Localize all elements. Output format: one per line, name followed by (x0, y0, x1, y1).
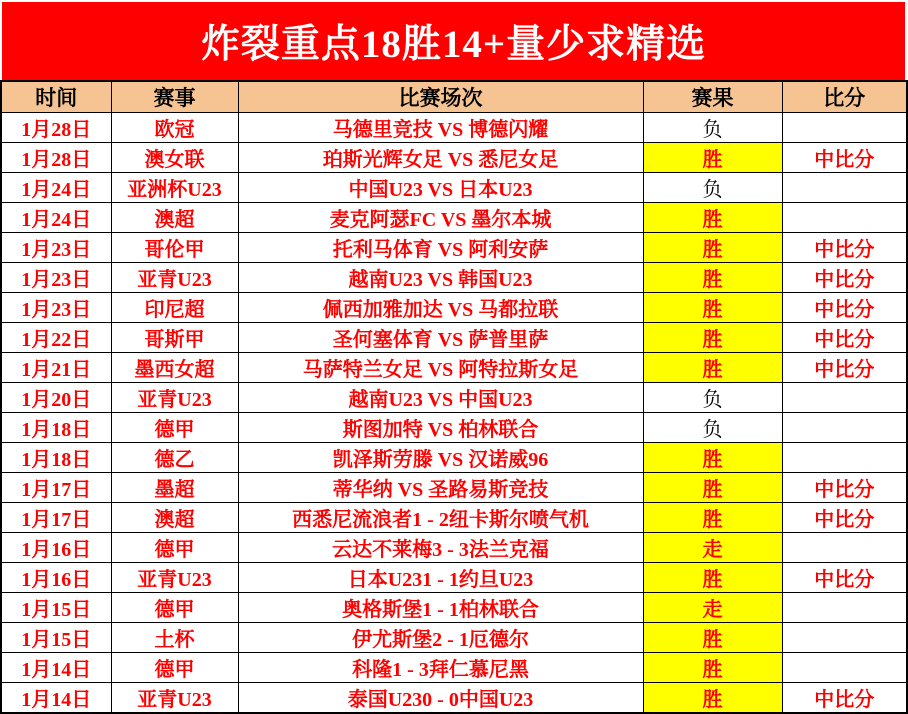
table-row (1, 353, 907, 383)
league-name: 亚洲杯U23 (111, 173, 238, 203)
league-name: 土杯 (111, 623, 238, 653)
result-badge: 胜 (643, 143, 782, 173)
score-note (782, 203, 907, 233)
match-date: 1月28日 (1, 143, 111, 173)
match-fixture: 越南U23 VS 中国U23 (238, 383, 643, 413)
result-badge: 胜 (643, 503, 782, 533)
col-header-result: 赛果 (643, 81, 782, 113)
col-header-match: 比赛场次 (238, 81, 643, 113)
table-row (1, 473, 907, 503)
match-date: 1月24日 (1, 203, 111, 233)
table-row (1, 143, 907, 173)
match-date: 1月23日 (1, 263, 111, 293)
result-badge: 走 (643, 533, 782, 563)
result-badge: 胜 (643, 473, 782, 503)
page (0, 2, 906, 711)
match-fixture: 伊尤斯堡2 - 1厄德尔 (238, 623, 643, 653)
match-fixture: 凯泽斯劳滕 VS 汉诺威96 (238, 443, 643, 473)
match-fixture: 圣何塞体育 VS 萨普里萨 (238, 323, 643, 353)
result-badge: 胜 (643, 443, 782, 473)
table-row (1, 233, 907, 263)
score-note: 中比分 (782, 293, 907, 323)
match-fixture: 科隆1 - 3拜仁慕尼黑 (238, 653, 643, 683)
score-note (782, 383, 907, 413)
score-note (782, 113, 907, 143)
result-badge: 胜 (643, 353, 782, 383)
match-date: 1月23日 (1, 293, 111, 323)
match-fixture: 泰国U230 - 0中国U23 (238, 683, 643, 714)
league-name: 印尼超 (111, 293, 238, 323)
match-fixture: 马萨特兰女足 VS 阿特拉斯女足 (238, 353, 643, 383)
match-fixture: 佩西加雅加达 VS 马都拉联 (238, 293, 643, 323)
table-row (1, 323, 907, 353)
col-header-time: 时间 (1, 81, 111, 113)
table-row (1, 383, 907, 413)
match-date: 1月28日 (1, 113, 111, 143)
score-note (782, 593, 907, 623)
score-note (782, 173, 907, 203)
score-note: 中比分 (782, 503, 907, 533)
match-date: 1月14日 (1, 653, 111, 683)
results-table (0, 80, 908, 714)
match-date: 1月21日 (1, 353, 111, 383)
match-fixture: 奥格斯堡1 - 1柏林联合 (238, 593, 643, 623)
table-row (1, 173, 907, 203)
match-fixture: 托利马体育 VS 阿利安萨 (238, 233, 643, 263)
match-date: 1月20日 (1, 383, 111, 413)
match-date: 1月17日 (1, 503, 111, 533)
score-note: 中比分 (782, 353, 907, 383)
match-fixture: 斯图加特 VS 柏林联合 (238, 413, 643, 443)
league-name: 澳女联 (111, 143, 238, 173)
league-name: 欧冠 (111, 113, 238, 143)
score-note: 中比分 (782, 473, 907, 503)
match-date: 1月14日 (1, 683, 111, 714)
league-name: 哥伦甲 (111, 233, 238, 263)
score-note: 中比分 (782, 683, 907, 714)
league-name: 亚青U23 (111, 683, 238, 714)
table-row (1, 293, 907, 323)
table-row (1, 443, 907, 473)
match-date: 1月16日 (1, 533, 111, 563)
match-date: 1月16日 (1, 563, 111, 593)
score-note: 中比分 (782, 563, 907, 593)
match-fixture: 西悉尼流浪者1 - 2纽卡斯尔喷气机 (238, 503, 643, 533)
col-header-score: 比分 (782, 81, 907, 113)
result-badge: 胜 (643, 233, 782, 263)
league-name: 德甲 (111, 653, 238, 683)
score-note (782, 623, 907, 653)
score-note: 中比分 (782, 263, 907, 293)
table-row (1, 593, 907, 623)
match-date: 1月18日 (1, 443, 111, 473)
league-name: 亚青U23 (111, 263, 238, 293)
result-badge: 胜 (643, 683, 782, 714)
league-name: 澳超 (111, 503, 238, 533)
score-note: 中比分 (782, 323, 907, 353)
result-badge: 胜 (643, 263, 782, 293)
title-banner (2, 2, 905, 80)
match-date: 1月22日 (1, 323, 111, 353)
result-badge: 负 (643, 383, 782, 413)
match-fixture: 日本U231 - 1约旦U23 (238, 563, 643, 593)
match-fixture: 越南U23 VS 韩国U23 (238, 263, 643, 293)
match-date: 1月15日 (1, 593, 111, 623)
result-badge: 负 (643, 173, 782, 203)
page-title: 炸裂重点18胜14+量少求精选 (200, 23, 707, 66)
col-header-league: 赛事 (111, 81, 238, 113)
table-row (1, 263, 907, 293)
league-name: 德乙 (111, 443, 238, 473)
score-note (782, 653, 907, 683)
match-date: 1月24日 (1, 173, 111, 203)
league-name: 德甲 (111, 593, 238, 623)
league-name: 哥斯甲 (111, 323, 238, 353)
table-row (1, 683, 907, 714)
score-note: 中比分 (782, 233, 907, 263)
league-name: 墨西女超 (111, 353, 238, 383)
result-badge: 胜 (643, 563, 782, 593)
match-date: 1月23日 (1, 233, 111, 263)
score-note (782, 533, 907, 563)
match-fixture: 珀斯光辉女足 VS 悉尼女足 (238, 143, 643, 173)
table-row (1, 653, 907, 683)
league-name: 澳超 (111, 203, 238, 233)
result-badge: 走 (643, 593, 782, 623)
result-badge: 胜 (643, 653, 782, 683)
table-row (1, 503, 907, 533)
table-header-row (1, 81, 907, 113)
result-badge: 胜 (643, 203, 782, 233)
match-fixture: 马德里竞技 VS 博德闪耀 (238, 113, 643, 143)
match-fixture: 麦克阿瑟FC VS 墨尔本城 (238, 203, 643, 233)
match-fixture: 蒂华纳 VS 圣路易斯竞技 (238, 473, 643, 503)
table-row (1, 113, 907, 143)
match-date: 1月17日 (1, 473, 111, 503)
match-date: 1月15日 (1, 623, 111, 653)
match-fixture: 云达不莱梅3 - 3法兰克福 (238, 533, 643, 563)
score-note (782, 443, 907, 473)
result-badge: 负 (643, 113, 782, 143)
table-row (1, 413, 907, 443)
table-row (1, 203, 907, 233)
result-badge: 负 (643, 413, 782, 443)
match-fixture: 中国U23 VS 日本U23 (238, 173, 643, 203)
league-name: 德甲 (111, 413, 238, 443)
table-row (1, 563, 907, 593)
score-note (782, 413, 907, 443)
table-row (1, 623, 907, 653)
table-row (1, 533, 907, 563)
league-name: 德甲 (111, 533, 238, 563)
match-date: 1月18日 (1, 413, 111, 443)
result-badge: 胜 (643, 623, 782, 653)
league-name: 亚青U23 (111, 563, 238, 593)
score-note: 中比分 (782, 143, 907, 173)
result-badge: 胜 (643, 293, 782, 323)
result-badge: 胜 (643, 323, 782, 353)
league-name: 墨超 (111, 473, 238, 503)
league-name: 亚青U23 (111, 383, 238, 413)
